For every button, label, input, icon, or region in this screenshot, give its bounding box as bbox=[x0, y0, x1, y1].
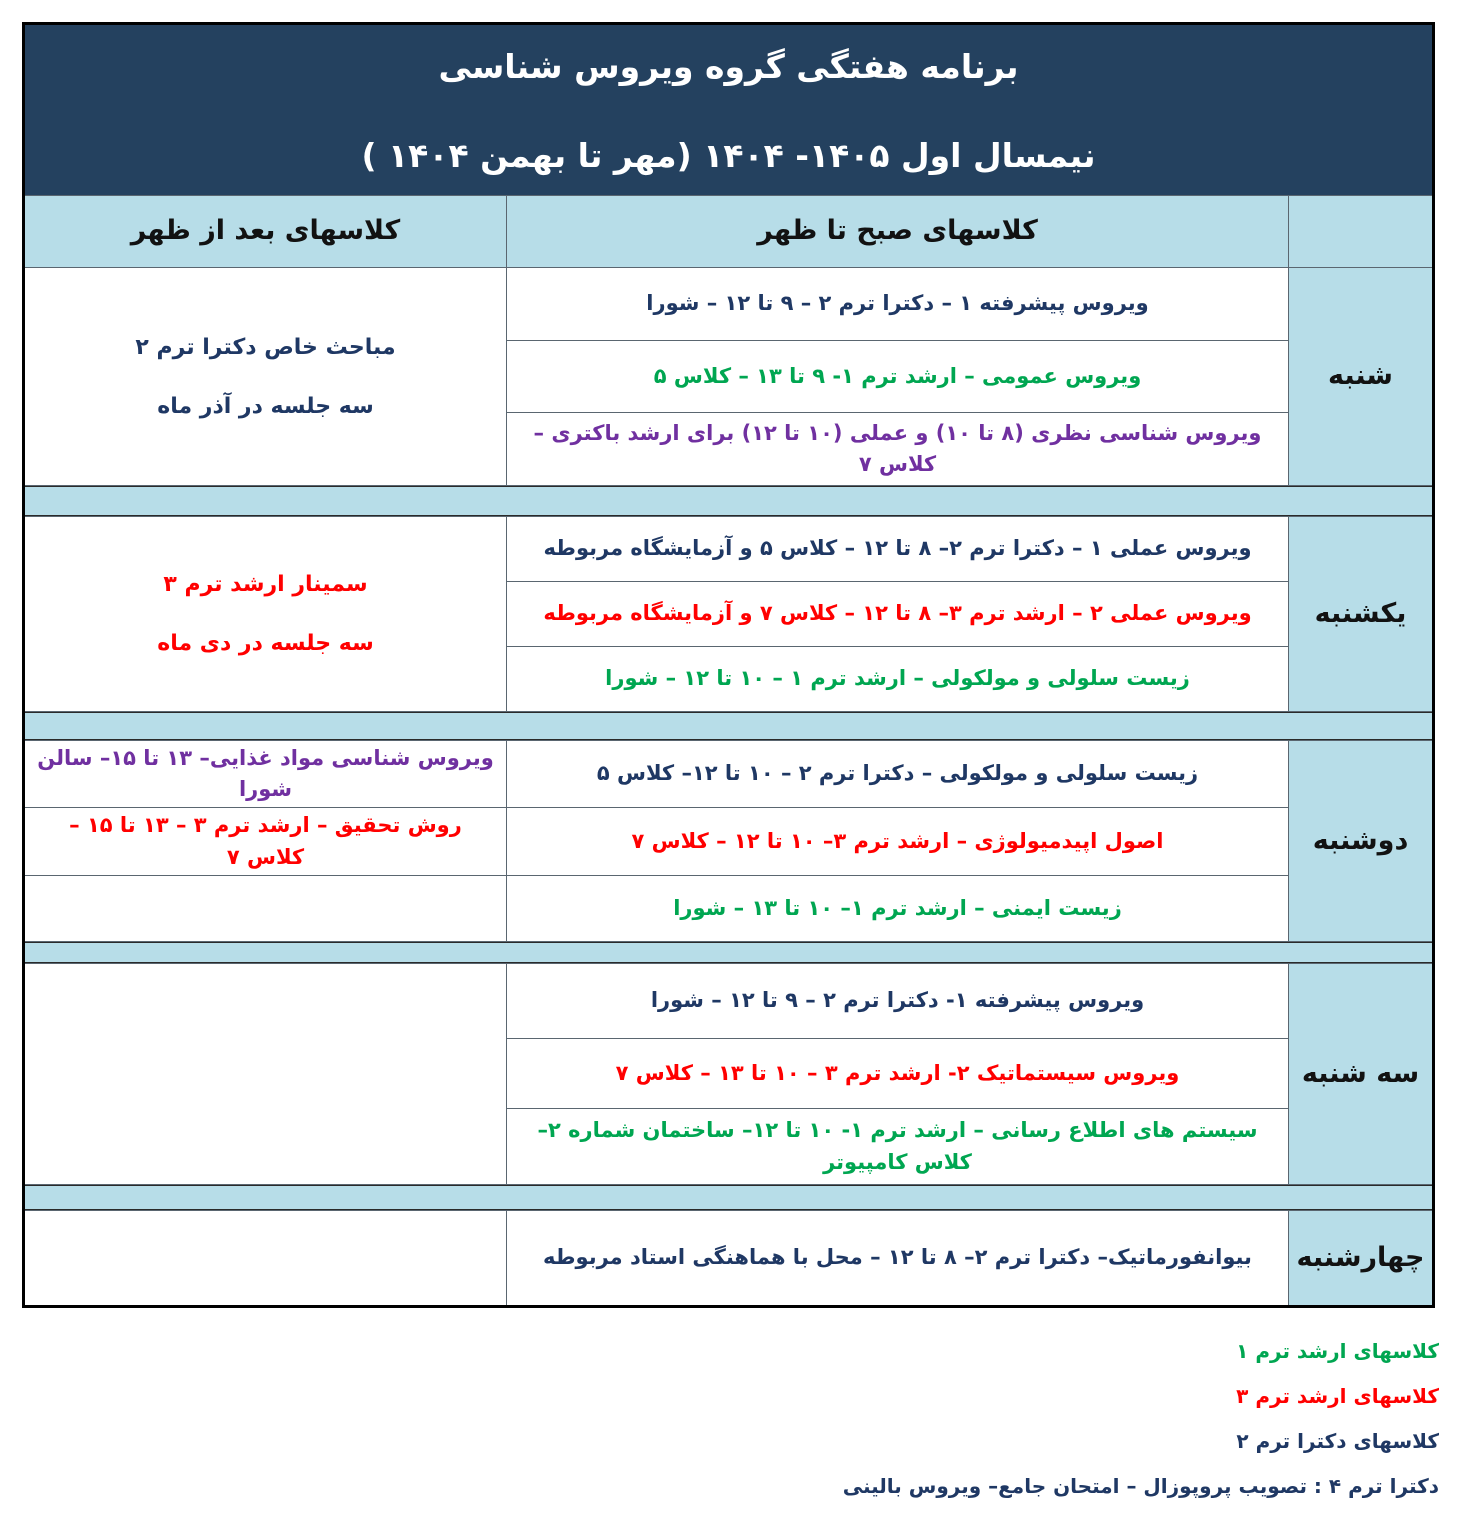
monday-morning-row-1: زیست سلولی و مولکولی – دکترا ترم ۲ – ۱۰ تا ۱۲– کلاس ۵ bbox=[507, 741, 1288, 807]
legend-item-arshad-term1: کلاسهای ارشد ترم ۱ bbox=[1236, 1339, 1439, 1363]
wednesday-morning-row-1: بیوانفورماتیک– دکترا ترم ۲– ۸ تا ۱۲ – محل با هماهنگی استاد مربوطه bbox=[507, 1211, 1288, 1305]
day-label-monday: دوشنبه bbox=[1289, 741, 1432, 941]
title-line-1: برنامه هفتگی گروه ویروس شناسی bbox=[438, 46, 1019, 86]
sunday-afternoon-cell bbox=[25, 517, 506, 711]
legend-item-doctora-term4: دکترا ترم ۴ : تصویب پروپوزال – امتحان جامع– ویروس بالینی bbox=[842, 1474, 1439, 1498]
day-label-tuesday: سه شنبه bbox=[1289, 964, 1432, 1184]
day-label-saturday: شنبه bbox=[1289, 268, 1432, 485]
column-header-day bbox=[1289, 196, 1432, 267]
schedule-title bbox=[25, 25, 1432, 195]
weekly-schedule-table bbox=[22, 22, 1435, 1308]
wednesday-afternoon-cell bbox=[25, 1211, 506, 1305]
sunday-morning-row-2: ویروس عملی ۲ – ارشد ترم ۳– ۸ تا ۱۲ – کلاس ۷ و آزمایشگاه مربوطه bbox=[507, 582, 1288, 646]
tuesday-morning-row-2: ویروس سیستماتیک ۲- ارشد ترم ۳ – ۱۰ تا ۱۳ – کلاس ۷ bbox=[507, 1039, 1288, 1108]
day-label-sunday: یکشنبه bbox=[1289, 517, 1432, 711]
saturday-afternoon-line-2: سه جلسه در آذر ماه bbox=[157, 393, 374, 419]
spacer-row bbox=[25, 1185, 1432, 1210]
saturday-morning-row-2: ویروس عمومی – ارشد ترم ۱- ۹ تا ۱۳ – کلاس ۵ bbox=[507, 341, 1288, 412]
title-line-2: نیمسال اول ۱۴۰۵- ۱۴۰۴ (مهر تا بهمن ۱۴۰۴ ) bbox=[361, 136, 1096, 175]
saturday-morning-row-1: ویروس پیشرفته ۱ – دکترا ترم ۲ – ۹ تا ۱۲ – شورا bbox=[507, 268, 1288, 340]
monday-morning-row-3: زیست ایمنی – ارشد ترم ۱– ۱۰ تا ۱۳ – شورا bbox=[507, 876, 1288, 941]
spacer-row bbox=[25, 942, 1432, 963]
column-header-afternoon: کلاسهای بعد از ظهر bbox=[25, 196, 506, 267]
spacer-row bbox=[25, 712, 1432, 740]
sunday-afternoon-line-2: سه جلسه در دی ماه bbox=[157, 631, 374, 656]
saturday-morning-row-3: ویروس شناسی نظری (۸ تا ۱۰) و عملی (۱۰ تا ۱۲) برای ارشد باکتری – کلاس ۷ bbox=[507, 413, 1288, 485]
monday-morning-row-2: اصول اپیدمیولوژی – ارشد ترم ۳– ۱۰ تا ۱۲ – کلاس ۷ bbox=[507, 808, 1288, 875]
monday-afternoon-row-3 bbox=[25, 876, 506, 941]
monday-afternoon-row-2: روش تحقیق – ارشد ترم ۳ – ۱۳ تا ۱۵ – کلاس ۷ bbox=[25, 808, 506, 875]
sunday-morning-row-3: زیست سلولی و مولکولی – ارشد ترم ۱ – ۱۰ تا ۱۲ – شورا bbox=[507, 647, 1288, 711]
tuesday-morning-row-1: ویروس پیشرفته ۱- دکترا ترم ۲ – ۹ تا ۱۲ – شورا bbox=[507, 964, 1288, 1038]
monday-afternoon-row-1: ویروس شناسی مواد غذایی– ۱۳ تا ۱۵– سالن شورا bbox=[25, 741, 506, 807]
day-label-wednesday: چهارشنبه bbox=[1289, 1211, 1432, 1305]
legend-item-doctora-term2: کلاسهای دکترا ترم ۲ bbox=[1236, 1429, 1439, 1453]
legend bbox=[843, 1338, 1439, 1518]
saturday-afternoon-cell bbox=[25, 268, 506, 485]
tuesday-afternoon-cell bbox=[25, 964, 506, 1184]
saturday-afternoon-line-1: مباحث خاص دکترا ترم ۲ bbox=[135, 334, 396, 360]
tuesday-morning-row-3: سیستم های اطلاع رسانی – ارشد ترم ۱- ۱۰ تا ۱۲– ساختمان شماره ۲–کلاس کامپیوتر bbox=[507, 1109, 1288, 1184]
legend-item-arshad-term3: کلاسهای ارشد ترم ۳ bbox=[1236, 1384, 1439, 1408]
sunday-afternoon-line-1: سمینار ارشد ترم ۳ bbox=[163, 572, 368, 597]
spacer-row bbox=[25, 486, 1432, 516]
sunday-morning-row-1: ویروس عملی ۱ – دکترا ترم ۲– ۸ تا ۱۲ – کلاس ۵ و آزمایشگاه مربوطه bbox=[507, 517, 1288, 581]
column-header-morning: کلاسهای صبح تا ظهر bbox=[507, 196, 1288, 267]
